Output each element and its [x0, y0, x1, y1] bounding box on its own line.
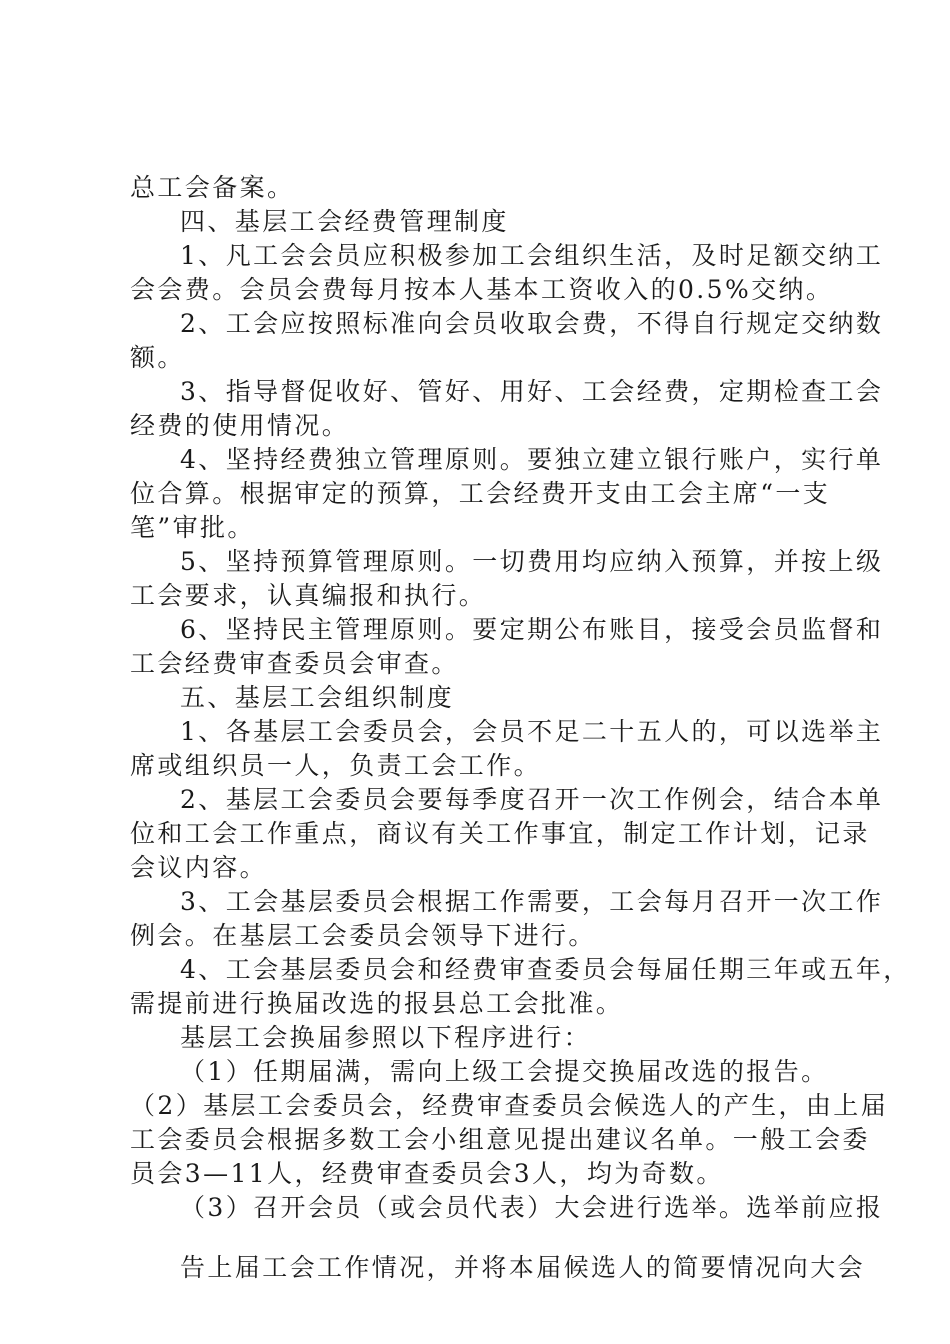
text-line: 3、工会基层委员会根据工作需要，工会每月召开一次工作	[180, 887, 884, 916]
text-line: 4、工会基层委员会和经费审查委员会每届任期三年或五年，	[180, 955, 911, 984]
text-line: 会会费。会员会费每月按本人基本工资收入的0.5%交纳。	[130, 275, 834, 304]
text-line: 基层工会换届参照以下程序进行：	[180, 1023, 592, 1052]
text-line: （2）基层工会委员会，经费审查委员会候选人的产生，由上届	[130, 1091, 889, 1120]
text-line: （3）召开会员（或会员代表）大会进行选举。选举前应报	[180, 1193, 884, 1222]
text-line: 位和工会工作重点，商议有关工作事宜，制定工作计划，记录	[130, 819, 870, 848]
text-line: 工会经费审查委员会审查。	[130, 649, 459, 678]
text-line: 例会。在基层工会委员会领导下进行。	[130, 921, 596, 950]
text-line: 工会委员会根据多数工会小组意见提出建议名单。一般工会委	[130, 1125, 870, 1154]
text-line: 2、基层工会委员会要每季度召开一次工作例会，结合本单	[180, 785, 884, 814]
text-line: 总工会备案。	[130, 173, 295, 202]
text-line: 席或组织员一人，负责工会工作。	[130, 751, 542, 780]
text-line: 需提前进行换届改选的报县总工会批准。	[130, 989, 624, 1018]
text-line: 额。	[130, 343, 185, 372]
text-line: 告上届工会工作情况，并将本届候选人的简要情况向大会	[180, 1253, 866, 1282]
text-line: 笔”审批。	[130, 513, 255, 542]
text-line: 5、坚持预算管理原则。一切费用均应纳入预算，并按上级	[180, 547, 884, 576]
text-line: 会议内容。	[130, 853, 268, 882]
text-line: 1、凡工会会员应积极参加工会组织生活，及时足额交纳工	[180, 241, 884, 270]
section-heading: 五、基层工会组织制度	[180, 683, 455, 712]
text-line: 3、指导督促收好、管好、用好、工会经费，定期检查工会	[180, 377, 884, 406]
text-line: （1）任期届满，需向上级工会提交换届改选的报告。	[180, 1057, 829, 1086]
text-line: 2、工会应按照标准向会员收取会费，不得自行规定交纳数	[180, 309, 884, 338]
text-line: 员会3—11人，经费审查委员会3人，均为奇数。	[130, 1159, 724, 1188]
text-line: 1、各基层工会委员会，会员不足二十五人的，可以选举主	[180, 717, 884, 746]
text-line: 6、坚持民主管理原则。要定期公布账目，接受会员监督和	[180, 615, 884, 644]
text-line: 工会要求，认真编报和执行。	[130, 581, 487, 610]
text-line: 4、坚持经费独立管理原则。要独立建立银行账户，实行单	[180, 445, 884, 474]
text-line: 位合算。根据审定的预算，工会经费开支由工会主席“一支	[130, 479, 831, 508]
text-line: 经费的使用情况。	[130, 411, 350, 440]
section-heading: 四、基层工会经费管理制度	[180, 207, 509, 236]
